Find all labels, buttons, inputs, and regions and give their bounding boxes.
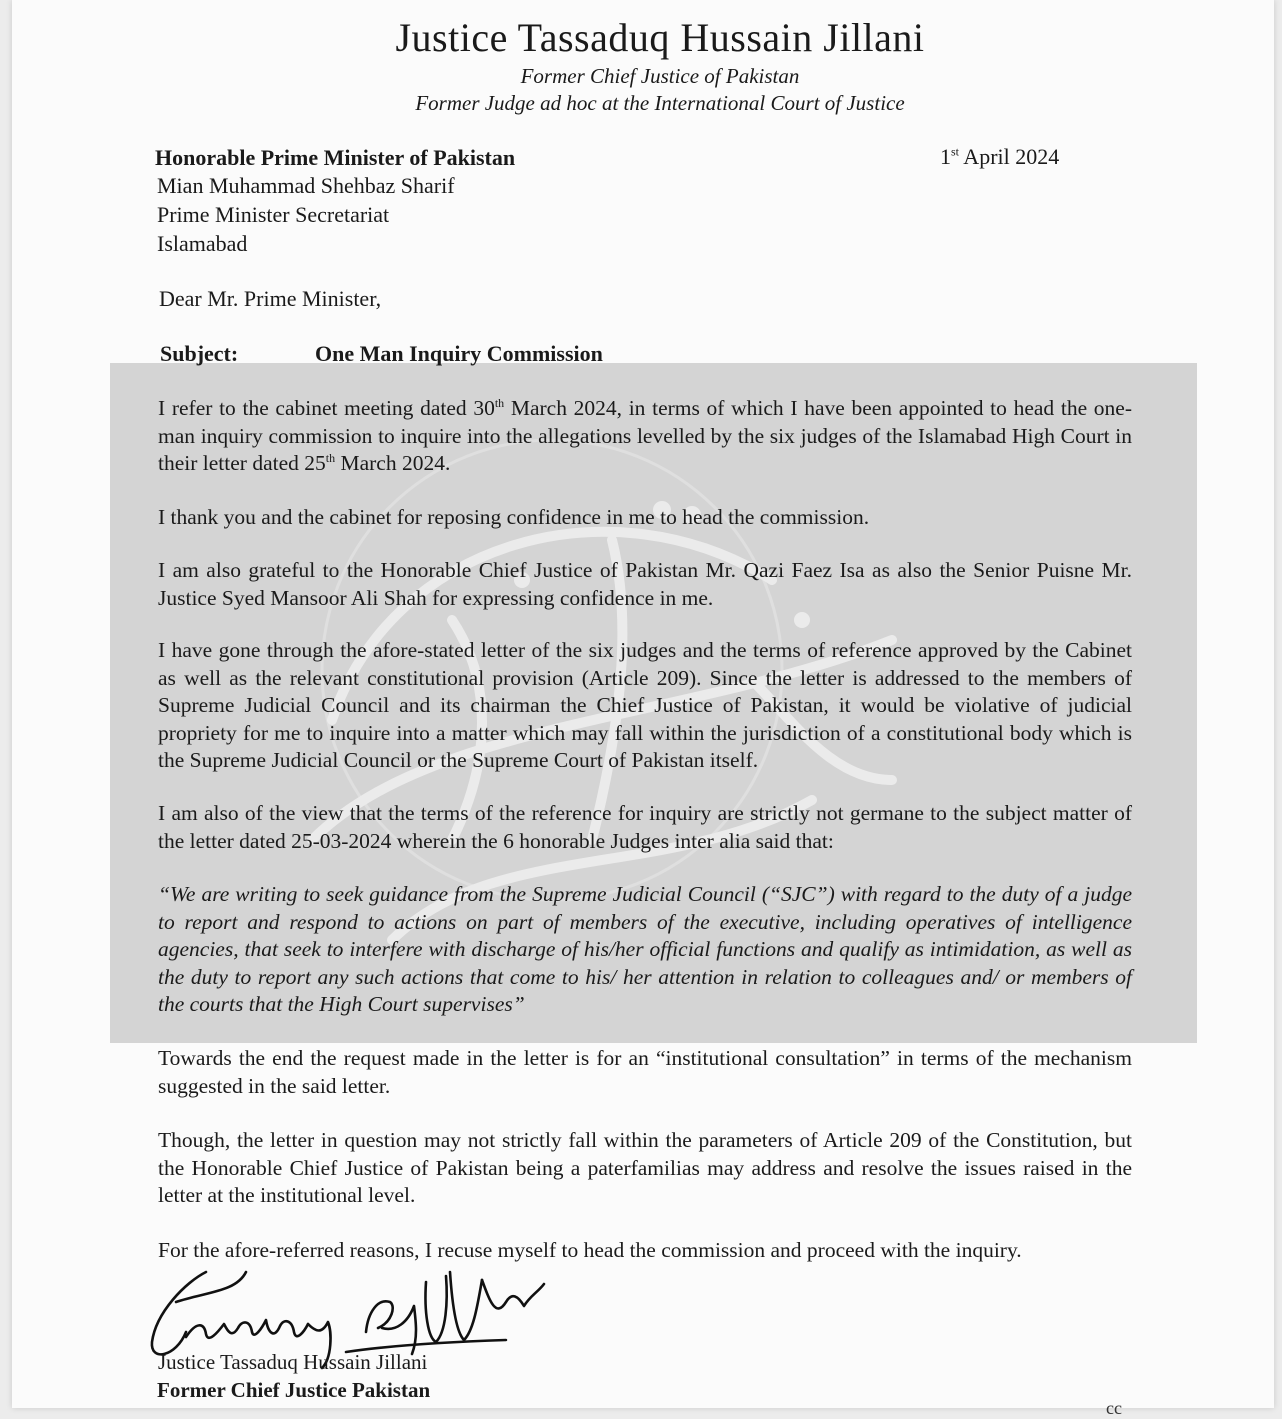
recipient-line-3: Prime Minister Secretariat (157, 202, 390, 227)
recipient-line-4: Islamabad (157, 231, 248, 256)
letterhead-title-2: Former Judge ad hoc at the International Court of Justice (415, 91, 905, 115)
paragraph-6: Towards the end the request made in the letter is for an “institutional consultation” in terms of the mechanism suggested in the said letter. (158, 1046, 1132, 1098)
letterhead-title-1: Former Chief Justice of Pakistan (520, 64, 800, 88)
paragraph-4: I have gone through the afore-stated letter of the six judges and the terms of reference approved by the Cabinet as well as the relevant constitutional provision (Article 209). Since the letter is addressed to the members of Supreme Judicial Council and its chairman the Chief Justice of Pakistan, it would be violative of judicial propriety for me to inquire into a matter which may fall within the jurisdiction of a constitutional body which is the Supreme Judicial Council or the Supreme Court of Pakistan itself. (158, 638, 1132, 772)
paragraph-8: For the afore-referred reasons, I recuse myself to head the commission and proceed with the inquiry. (158, 1238, 1022, 1262)
footer-cc-mark: cc (1106, 1398, 1122, 1418)
paragraph-7: Though, the letter in question may not strictly fall within the parameters of Article 209 of the Constitution, but the Honorable Chief Justice of Pakistan being a paterfamilias may address and resolve the issues raised in the letter at the institutional level. (158, 1128, 1132, 1207)
letter-page (12, 0, 1274, 1418)
subject-text: One Man Inquiry Commission (315, 341, 603, 366)
quoted-passage: “We are writing to seek guidance from the Supreme Judicial Council (“SJC”) with regard to the duty of a judge to report and respond to actions on part of members of the executive, including operatives of intelligence agencies, that seek to interfere with discharge of his/her official functions and qualify as intimidation, as well as the duty to report any such actions that come to his/ her attention in relation to colleagues and/ or members of the courts that the High Court supervises” (158, 882, 1132, 1016)
signatory-name: Justice Tassaduq Hussain Jillani (158, 1350, 428, 1374)
paragraph-3: I am also grateful to the Honorable Chief Justice of Pakistan Mr. Qazi Faez Isa as also the Senior Puisne Mr. Justice Syed Mansoor Ali Shah for expressing confidence in me. (158, 558, 1132, 610)
letter-date: 1st April 2024 (940, 144, 1060, 169)
signatory-title: Former Chief Justice Pakistan (157, 1378, 431, 1402)
letterhead-name: Justice Tassaduq Hussain Jillani (395, 15, 925, 60)
subject-label: Subject: (160, 341, 239, 366)
recipient-line-1: Honorable Prime Minister of Pakistan (155, 145, 516, 170)
salutation: Dear Mr. Prime Minister, (159, 286, 382, 311)
paragraph-1: I refer to the cabinet meeting dated 30th March 2024, in terms of which I have been appointed to head the one-man inquiry commission to inquire into the allegations levelled by the six judges of the Islamabad High Court in their letter dated 25th March 2024. (158, 395, 1132, 475)
recipient-line-2: Mian Muhammad Shehbaz Sharif (157, 173, 455, 198)
paragraph-5: I am also of the view that the terms of the reference for inquiry are strictly not germane to the subject matter of the letter dated 25-03-2024 wherein the 6 honorable Judges inter alia said that: (158, 801, 1132, 853)
paragraph-2: I thank you and the cabinet for reposing confidence in me to head the commission. (158, 505, 870, 529)
